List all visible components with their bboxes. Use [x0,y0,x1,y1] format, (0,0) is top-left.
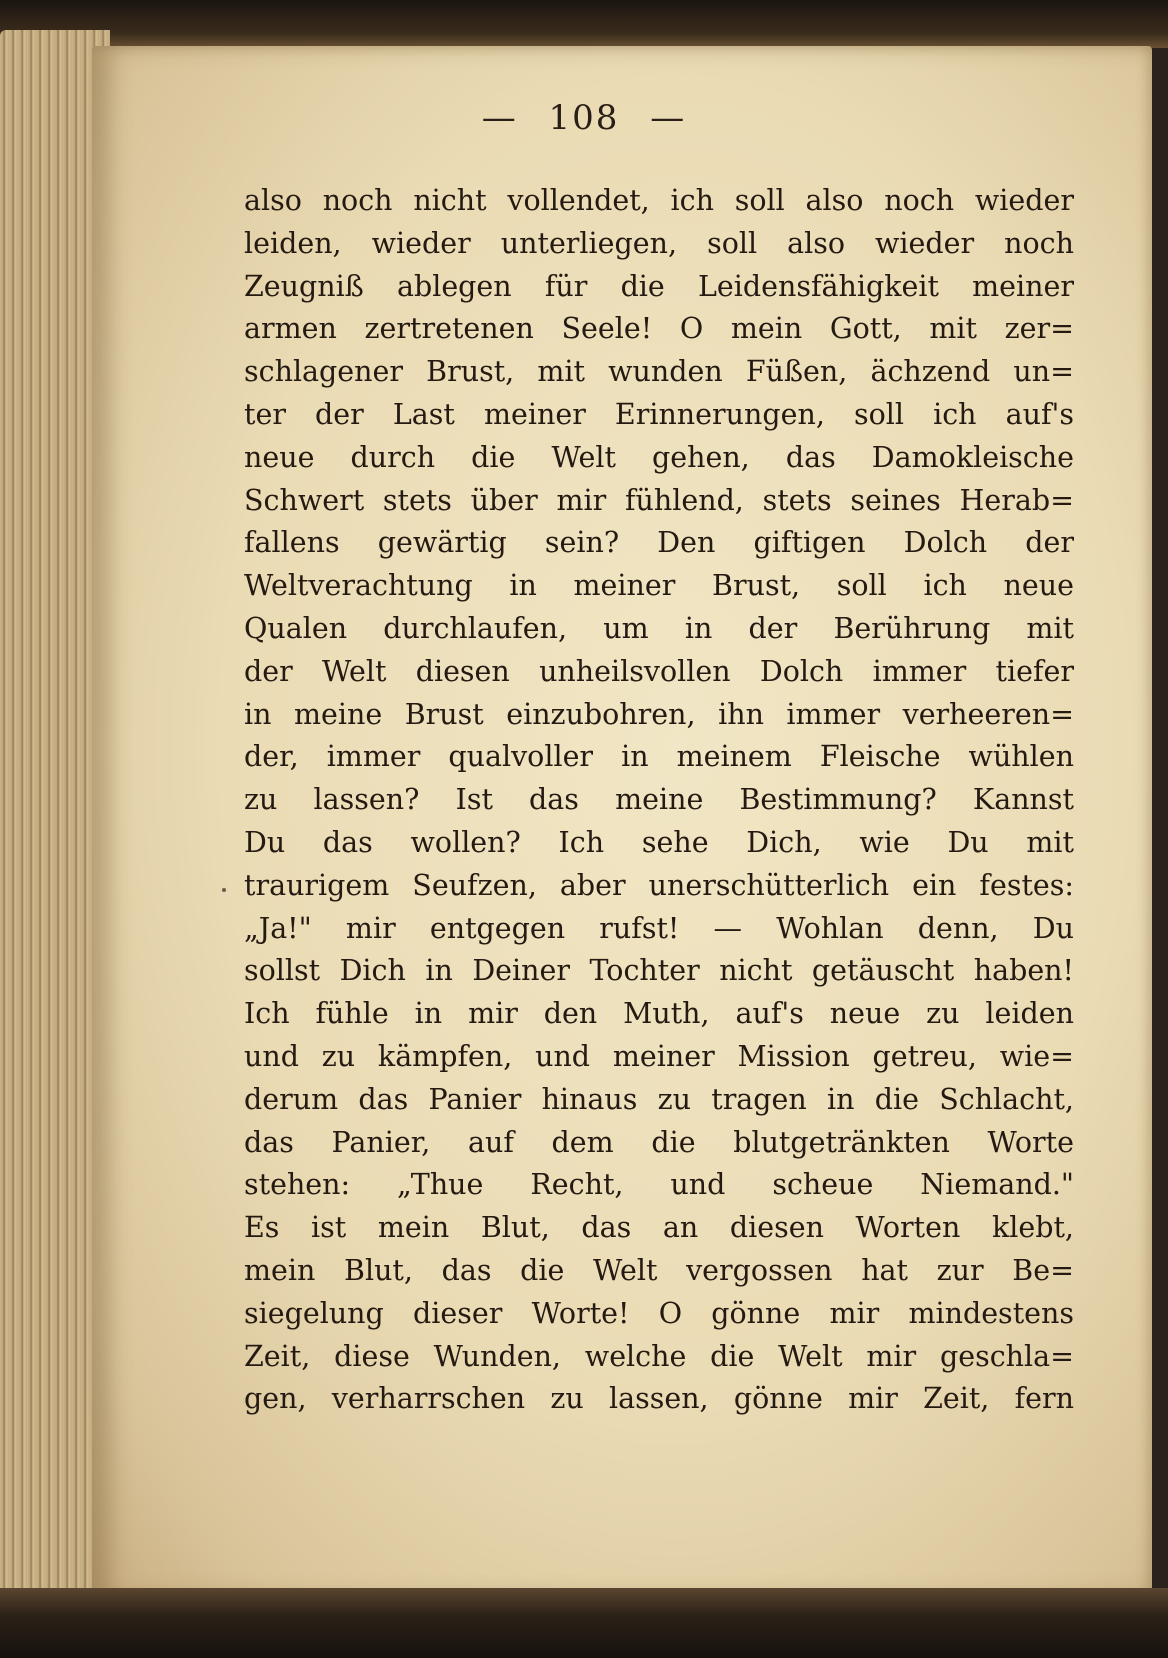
text-line: Du das wollen? Ich sehe Dich, wie Du mit [244,825,1074,859]
text-line: mein Blut, das die Welt vergossen hat zur Be= [244,1253,1074,1287]
text-line: Schwert stets über mir fühlend, stets seines Herab= [244,483,1074,517]
text-line: das Panier, auf dem die blutgetränkten Worte [244,1125,1074,1159]
book-cover-top [0,0,1168,48]
text-line: leiden, wieder unterliegen, soll also wieder noch [244,226,1074,260]
text-line: Zeit, diese Wunden, welche die Welt mir geschla= [244,1339,1074,1373]
text-line: stehen: „Thue Recht, und scheue Niemand." [244,1168,1074,1202]
page-number-dash-left: — [481,98,518,138]
text-line: derum das Panier hinaus zu tragen in die Schlacht, [244,1082,1074,1116]
page-number: 108 [548,98,620,138]
text-line: Weltverachtung in meiner Brust, soll ich neue [244,569,1074,603]
page-number-header [0,98,1168,138]
margin-mark [222,888,226,892]
text-line: traurigem Seufzen, aber unerschütterlich ein festes: [244,868,1074,902]
text-line: fallens gewärtig sein? Den giftigen Dolch der [244,526,1074,560]
text-line: der, immer qualvoller in meinem Fleische wühlen [244,740,1074,774]
page-number-dash-right: — [650,98,687,138]
text-line: gen, verharrschen zu lassen, gönne mir Zeit, fern [244,1382,1074,1416]
text-line: ter der Last meiner Erinnerungen, soll ich auf's [244,397,1074,431]
text-line: schlagener Brust, mit wunden Füßen, ächzend un= [244,355,1074,389]
text-line: sollst Dich in Deiner Tochter nicht getäuscht haben! [244,954,1074,988]
text-line: also noch nicht vollendet, ich soll also noch wieder [244,184,1074,217]
text-line: Zeugniß ablegen für die Leidensfähigkeit meiner [244,269,1074,303]
text-line: armen zertretenen Seele! O mein Gott, mit zer= [244,312,1074,346]
text-line: der Welt diesen unheilsvollen Dolch immer tiefer [244,654,1074,688]
text-line: siegelung dieser Worte! O gönne mir mindestens [244,1296,1074,1330]
book-cover-bottom [0,1588,1168,1658]
text-line: Es ist mein Blut, das an diesen Worten klebt, [244,1211,1074,1245]
text-line: in meine Brust einzubohren, ihn immer verheeren= [244,697,1074,731]
text-line: zu lassen? Ist das meine Bestimmung? Kannst [244,783,1074,817]
text-line: Qualen durchlaufen, um in der Berührung mit [244,611,1074,645]
body-text [244,180,1074,1421]
text-line: und zu kämpfen, und meiner Mission getreu, wie= [244,1039,1074,1073]
text-line: neue durch die Welt gehen, das Damokleische [244,440,1074,474]
text-line: Ich fühle in mir den Muth, auf's neue zu leiden [244,997,1074,1031]
text-line: „Ja!" mir entgegen rufst! — Wohlan denn, Du [244,911,1074,945]
